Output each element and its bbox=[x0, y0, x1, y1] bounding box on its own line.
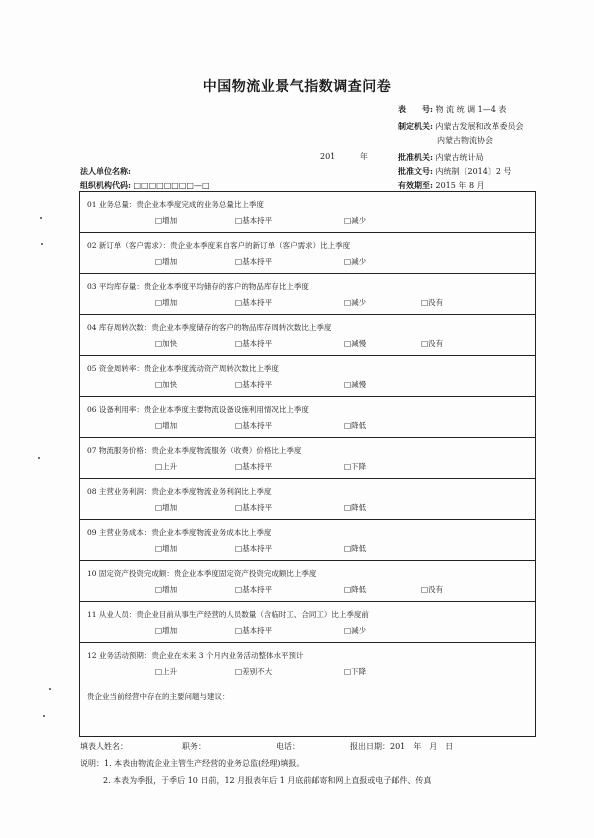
question-text: 05 资金周转率：贵企业本季度流动资产周转次数比上季度 bbox=[87, 364, 279, 373]
option-checkbox[interactable]: □降低 bbox=[344, 503, 367, 512]
issuer-row bbox=[398, 121, 524, 132]
year-field bbox=[320, 152, 368, 162]
position-field: 职务： bbox=[182, 742, 206, 751]
option-checkbox[interactable]: □基本持平 bbox=[235, 503, 273, 512]
question-text: 11 从业人员：贵企业目前从事生产经营的人员数量（含临时工、合同工）比上季度前 bbox=[87, 610, 369, 619]
option-checkbox[interactable]: □增加 bbox=[155, 626, 178, 635]
option-checkbox[interactable]: □降低 bbox=[344, 544, 367, 553]
option-checkbox[interactable]: □基本持平 bbox=[235, 380, 273, 389]
option-checkbox[interactable]: □基本持平 bbox=[235, 585, 273, 594]
question-text: 07 物流服务价格：贵企业本季度物流服务（收费）价格比上季度 bbox=[87, 446, 302, 455]
scan-speck bbox=[40, 217, 42, 219]
option-checkbox[interactable]: □基本持平 bbox=[235, 544, 273, 553]
question-text: 08 主营业务利润：贵企业本季度物流业务利润比上季度 bbox=[87, 487, 272, 496]
valid-until-label: 有效期至: bbox=[398, 180, 433, 190]
option-checkbox[interactable]: □基本持平 bbox=[235, 216, 273, 225]
filler-name-field: 填表人姓名： bbox=[80, 742, 128, 751]
suggestion-label: 贵企业当前经营中存在的主要问题与建议： bbox=[87, 692, 230, 701]
approval-number-label: 批准文号: bbox=[398, 166, 433, 176]
phone-field: 电话： bbox=[276, 742, 300, 751]
option-checkbox[interactable]: □基本持平 bbox=[235, 462, 273, 471]
option-checkbox[interactable]: □加快 bbox=[155, 339, 178, 348]
option-checkbox[interactable]: □上升 bbox=[155, 462, 178, 471]
option-checkbox[interactable]: □基本持平 bbox=[235, 626, 273, 635]
question-row bbox=[80, 192, 535, 233]
legal-unit-label: 法人单位名称: bbox=[80, 166, 131, 176]
option-checkbox[interactable]: □基本持平 bbox=[235, 257, 273, 266]
option-checkbox[interactable]: □上升 bbox=[155, 667, 178, 676]
question-text: 09 主营业务成本：贵企业本季度物流业务成本比上季度 bbox=[87, 528, 272, 537]
option-checkbox[interactable]: □下降 bbox=[344, 667, 367, 676]
issuer-value: 内蒙古发展和改革委员会 bbox=[435, 122, 524, 131]
option-checkbox[interactable]: □增加 bbox=[155, 421, 178, 430]
question-text: 04 库存周转次数：贵企业本季度储存的客户的物品库存周转次数比上季度 bbox=[87, 323, 332, 332]
option-checkbox[interactable]: □基本持平 bbox=[235, 421, 273, 430]
note-2: 2. 本表为季报，于季后 10 日前，12 月报表年后 1 月底前邮寄和网上直报或电子邮件、传真 bbox=[103, 776, 432, 785]
approval-number-value: 内统制〔2014〕2 号 bbox=[435, 167, 512, 176]
option-checkbox[interactable]: □降低 bbox=[344, 421, 367, 430]
option-checkbox[interactable]: □减少 bbox=[344, 298, 367, 307]
question-row bbox=[80, 643, 535, 684]
questionnaire-table bbox=[79, 191, 536, 737]
option-checkbox[interactable]: □减慢 bbox=[344, 380, 367, 389]
year-unit: 年 bbox=[359, 152, 368, 161]
note-1: 说明：1. 本表由物流企业主管生产经营的业务总监(经理)填报。 bbox=[80, 759, 305, 768]
option-checkbox[interactable]: □没有 bbox=[421, 585, 444, 594]
question-row bbox=[80, 315, 535, 356]
question-row bbox=[80, 397, 535, 438]
form-number-label: 表 号: bbox=[398, 104, 433, 114]
questions-list bbox=[80, 192, 535, 684]
question-row bbox=[80, 479, 535, 520]
valid-until-row bbox=[398, 180, 485, 191]
option-checkbox[interactable]: □差别不大 bbox=[235, 667, 273, 676]
question-text: 01 业务总量：贵企业本季度完成的业务总量比上季度 bbox=[87, 200, 264, 209]
option-checkbox[interactable]: □减少 bbox=[344, 257, 367, 266]
suggestion-cell[interactable] bbox=[80, 684, 535, 738]
option-checkbox[interactable]: □基本持平 bbox=[235, 339, 273, 348]
question-text: 06 设备利用率：贵企业本季度主要物流设备设施利用情况比上季度 bbox=[87, 405, 309, 414]
org-code-value: □□□□□□□□—□ bbox=[133, 181, 210, 190]
approval-number-row bbox=[398, 166, 512, 177]
form-number-value: 物 流 统 调 1—4 表 bbox=[435, 105, 507, 114]
option-checkbox[interactable]: □降低 bbox=[344, 585, 367, 594]
option-checkbox[interactable]: □减少 bbox=[344, 216, 367, 225]
option-checkbox[interactable]: □减少 bbox=[344, 626, 367, 635]
scan-speck bbox=[38, 457, 40, 459]
scan-speck bbox=[41, 243, 43, 245]
question-row bbox=[80, 274, 535, 315]
option-checkbox[interactable]: □增加 bbox=[155, 216, 178, 225]
report-date-field: 报出日期：201 年 月 日 bbox=[350, 742, 454, 751]
option-checkbox[interactable]: □增加 bbox=[155, 298, 178, 307]
valid-until-value: 2015 年 8 月 bbox=[435, 181, 485, 190]
scan-speck bbox=[43, 715, 45, 717]
option-checkbox[interactable]: □没有 bbox=[421, 339, 444, 348]
question-text: 02 新订单（客户需求）：贵企业本季度来自客户的新订单（客户需求）比上季度 bbox=[87, 241, 351, 250]
option-checkbox[interactable]: □基本持平 bbox=[235, 298, 273, 307]
approver-label: 批准机关: bbox=[398, 152, 433, 162]
org-code-label: 组织机构代码: bbox=[80, 180, 131, 190]
scan-speck bbox=[49, 688, 51, 690]
legal-unit-row bbox=[80, 166, 131, 177]
page-title: 中国物流业景气指数调查问卷 bbox=[202, 79, 392, 95]
question-row bbox=[80, 520, 535, 561]
form-number-row bbox=[398, 104, 506, 115]
question-row bbox=[80, 356, 535, 397]
option-checkbox[interactable]: □没有 bbox=[421, 298, 444, 307]
approver-value: 内蒙古统计局 bbox=[435, 153, 484, 162]
question-row bbox=[80, 233, 535, 274]
year-value: 201 bbox=[320, 152, 336, 161]
option-checkbox[interactable]: □增加 bbox=[155, 503, 178, 512]
question-text: 10 固定资产投资完成额：贵企业本季度固定资产投资完成额比上季度 bbox=[87, 569, 317, 578]
question-text: 03 平均库存量：贵企业本季度平均储存的客户的物品库存比上季度 bbox=[87, 282, 309, 291]
issuer-value-2: 内蒙古物流协会 bbox=[437, 136, 493, 145]
option-checkbox[interactable]: □加快 bbox=[155, 380, 178, 389]
question-text: 12 业务活动预期：贵企业在未来 3 个月内业务活动整体水平预计 bbox=[87, 651, 304, 660]
issuer-label: 制定机关: bbox=[398, 121, 433, 131]
option-checkbox[interactable]: □增加 bbox=[155, 585, 178, 594]
question-row bbox=[80, 438, 535, 479]
question-row bbox=[80, 561, 535, 602]
org-code-row bbox=[80, 180, 210, 191]
question-row bbox=[80, 602, 535, 643]
option-checkbox[interactable]: □减慢 bbox=[344, 339, 367, 348]
option-checkbox[interactable]: □下降 bbox=[344, 462, 367, 471]
option-checkbox[interactable]: □增加 bbox=[155, 257, 178, 266]
option-checkbox[interactable]: □增加 bbox=[155, 544, 178, 553]
approver-row bbox=[398, 152, 484, 163]
